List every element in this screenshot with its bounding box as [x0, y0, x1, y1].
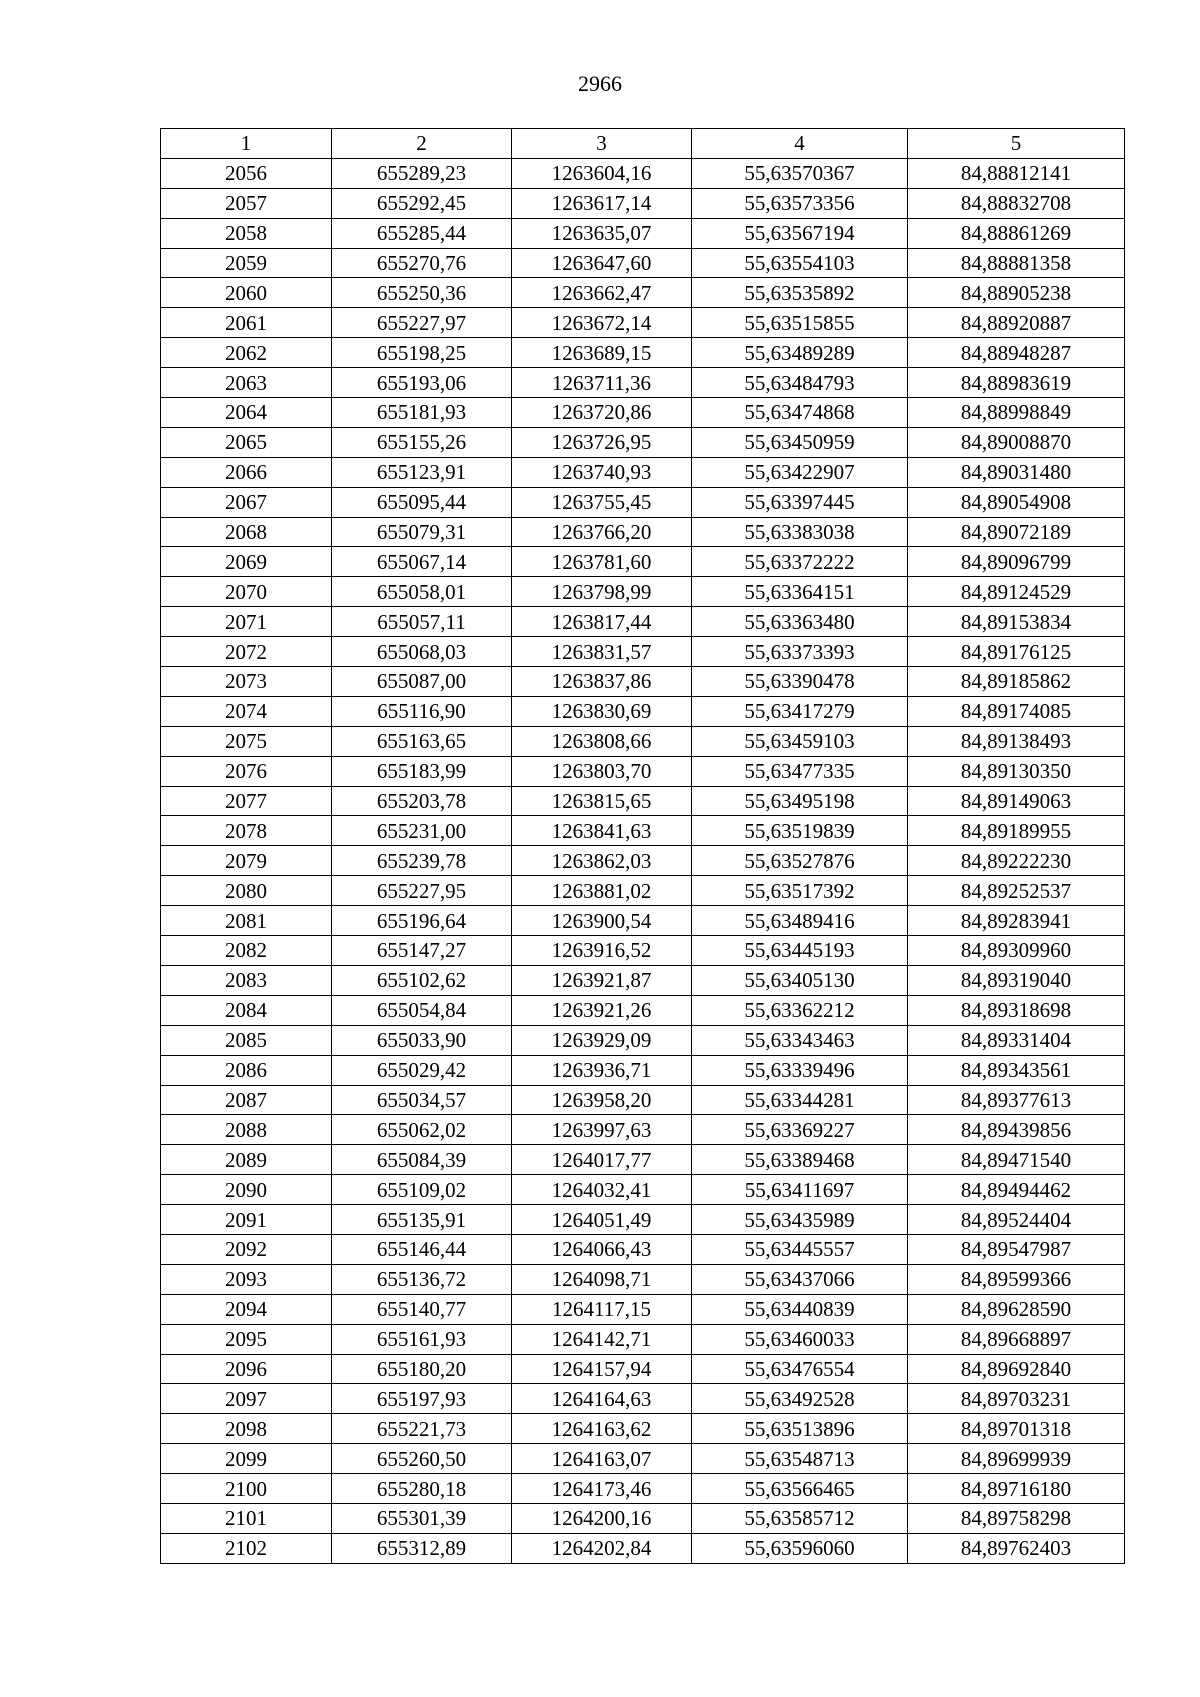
table-row	[161, 1444, 1125, 1474]
table-row	[161, 1025, 1125, 1055]
table-cell-col-3: 1263837,86	[512, 667, 692, 697]
table-cell-col-4: 55,63554103	[692, 248, 908, 278]
column-header-4: 4	[692, 129, 908, 159]
table-cell-col-3: 1263958,20	[512, 1085, 692, 1115]
table-cell-col-4: 55,63495198	[692, 786, 908, 816]
table-cell-col-5: 84,89762403	[908, 1533, 1125, 1563]
table-row	[161, 1354, 1125, 1384]
table-cell-col-1: 2072	[161, 637, 332, 667]
table-cell-col-3: 1264200,16	[512, 1503, 692, 1533]
table-cell-col-4: 55,63566465	[692, 1474, 908, 1504]
table-cell-col-4: 55,63570367	[692, 158, 908, 188]
table-cell-col-3: 1264163,07	[512, 1444, 692, 1474]
table-row	[161, 786, 1125, 816]
table-cell-col-1: 2101	[161, 1503, 332, 1533]
table-cell-col-3: 1263711,36	[512, 368, 692, 398]
table-row	[161, 427, 1125, 457]
table-cell-col-4: 55,63489416	[692, 906, 908, 936]
table-cell-col-1: 2096	[161, 1354, 332, 1384]
table-cell-col-3: 1263881,02	[512, 876, 692, 906]
table-cell-col-2: 655102,62	[332, 965, 512, 995]
table-cell-col-2: 655231,00	[332, 816, 512, 846]
table-cell-col-3: 1264164,63	[512, 1384, 692, 1414]
table-cell-col-5: 84,88905238	[908, 278, 1125, 308]
table-cell-col-2: 655260,50	[332, 1444, 512, 1474]
table-cell-col-1: 2057	[161, 188, 332, 218]
table-cell-col-5: 84,89031480	[908, 457, 1125, 487]
table-row	[161, 1205, 1125, 1235]
table-cell-col-3: 1263755,45	[512, 487, 692, 517]
table-cell-col-2: 655239,78	[332, 846, 512, 876]
table-cell-col-3: 1263936,71	[512, 1055, 692, 1085]
table-body	[161, 158, 1125, 1563]
table-cell-col-3: 1263997,63	[512, 1115, 692, 1145]
table-row	[161, 1115, 1125, 1145]
table-cell-col-2: 655221,73	[332, 1414, 512, 1444]
table-cell-col-1: 2099	[161, 1444, 332, 1474]
table-cell-col-1: 2070	[161, 577, 332, 607]
table-cell-col-2: 655161,93	[332, 1324, 512, 1354]
column-header-3: 3	[512, 129, 692, 159]
table-cell-col-1: 2068	[161, 517, 332, 547]
table-row	[161, 1175, 1125, 1205]
table-cell-col-5: 84,89176125	[908, 637, 1125, 667]
table-cell-col-5: 84,89494462	[908, 1175, 1125, 1205]
table-row	[161, 308, 1125, 338]
table-cell-col-1: 2092	[161, 1234, 332, 1264]
table-cell-col-5: 84,89471540	[908, 1145, 1125, 1175]
table-cell-col-2: 655135,91	[332, 1205, 512, 1235]
table-cell-col-4: 55,63435989	[692, 1205, 908, 1235]
table-cell-col-2: 655029,42	[332, 1055, 512, 1085]
table-cell-col-4: 55,63567194	[692, 218, 908, 248]
table-cell-col-5: 84,89599366	[908, 1264, 1125, 1294]
table-row	[161, 726, 1125, 756]
table-cell-col-5: 84,89174085	[908, 696, 1125, 726]
table-cell-col-4: 55,63364151	[692, 577, 908, 607]
table-cell-col-1: 2058	[161, 218, 332, 248]
table-cell-col-1: 2095	[161, 1324, 332, 1354]
table-cell-col-2: 655227,97	[332, 308, 512, 338]
table-cell-col-3: 1263662,47	[512, 278, 692, 308]
table-row	[161, 338, 1125, 368]
table-cell-col-5: 84,89668897	[908, 1324, 1125, 1354]
table-cell-col-2: 655062,02	[332, 1115, 512, 1145]
table-cell-col-4: 55,63527876	[692, 846, 908, 876]
table-cell-col-2: 655087,00	[332, 667, 512, 697]
table-cell-col-5: 84,89309960	[908, 936, 1125, 966]
table-cell-col-5: 84,89149063	[908, 786, 1125, 816]
table-cell-col-2: 655058,01	[332, 577, 512, 607]
table-cell-col-2: 655034,57	[332, 1085, 512, 1115]
table-cell-col-2: 655197,93	[332, 1384, 512, 1414]
table-cell-col-5: 84,89283941	[908, 906, 1125, 936]
table-cell-col-5: 84,89189955	[908, 816, 1125, 846]
table-cell-col-1: 2078	[161, 816, 332, 846]
table-cell-col-4: 55,63372222	[692, 547, 908, 577]
table-cell-col-3: 1263604,16	[512, 158, 692, 188]
table-cell-col-5: 84,89699939	[908, 1444, 1125, 1474]
table-row	[161, 158, 1125, 188]
table-cell-col-3: 1263617,14	[512, 188, 692, 218]
table-cell-col-2: 655057,11	[332, 607, 512, 637]
table-cell-col-2: 655163,65	[332, 726, 512, 756]
table-cell-col-2: 655280,18	[332, 1474, 512, 1504]
table-cell-col-5: 84,89318698	[908, 995, 1125, 1025]
table-cell-col-4: 55,63389468	[692, 1145, 908, 1175]
table-cell-col-2: 655109,02	[332, 1175, 512, 1205]
table-cell-col-5: 84,89222230	[908, 846, 1125, 876]
table-cell-col-3: 1263831,57	[512, 637, 692, 667]
table-cell-col-1: 2079	[161, 846, 332, 876]
table-cell-col-2: 655067,14	[332, 547, 512, 577]
table-cell-col-4: 55,63417279	[692, 696, 908, 726]
table-cell-col-2: 655095,44	[332, 487, 512, 517]
table-cell-col-4: 55,63474868	[692, 398, 908, 428]
table-cell-col-3: 1264163,62	[512, 1414, 692, 1444]
table-row	[161, 846, 1125, 876]
table-cell-col-4: 55,63476554	[692, 1354, 908, 1384]
table-row	[161, 667, 1125, 697]
table-cell-col-5: 84,89547987	[908, 1234, 1125, 1264]
table-cell-col-4: 55,63422907	[692, 457, 908, 487]
table-row	[161, 368, 1125, 398]
table-cell-col-1: 2066	[161, 457, 332, 487]
table-cell-col-4: 55,63573356	[692, 188, 908, 218]
header-row	[161, 129, 1125, 159]
table-cell-col-3: 1264051,49	[512, 1205, 692, 1235]
table-cell-col-3: 1263726,95	[512, 427, 692, 457]
table-cell-col-4: 55,63477335	[692, 756, 908, 786]
table-cell-col-4: 55,63484793	[692, 368, 908, 398]
table-cell-col-5: 84,89701318	[908, 1414, 1125, 1444]
table-cell-col-2: 655180,20	[332, 1354, 512, 1384]
table-row	[161, 248, 1125, 278]
table-row	[161, 906, 1125, 936]
table-cell-col-1: 2073	[161, 667, 332, 697]
table-row	[161, 696, 1125, 726]
table-cell-col-1: 2060	[161, 278, 332, 308]
table-cell-col-4: 55,63450959	[692, 427, 908, 457]
table-cell-col-5: 84,89096799	[908, 547, 1125, 577]
table-cell-col-3: 1263689,15	[512, 338, 692, 368]
table-cell-col-1: 2071	[161, 607, 332, 637]
table-cell-col-3: 1263817,44	[512, 607, 692, 637]
table-cell-col-4: 55,63362212	[692, 995, 908, 1025]
table-cell-col-2: 655033,90	[332, 1025, 512, 1055]
table-cell-col-1: 2094	[161, 1294, 332, 1324]
table-row	[161, 1085, 1125, 1115]
table-cell-col-5: 84,89153834	[908, 607, 1125, 637]
table-cell-col-5: 84,89252537	[908, 876, 1125, 906]
table-cell-col-3: 1263862,03	[512, 846, 692, 876]
table-cell-col-1: 2084	[161, 995, 332, 1025]
table-row	[161, 816, 1125, 846]
table-row	[161, 1324, 1125, 1354]
table-cell-col-2: 655198,25	[332, 338, 512, 368]
table-cell-col-3: 1263921,26	[512, 995, 692, 1025]
table-cell-col-3: 1263672,14	[512, 308, 692, 338]
table-cell-col-1: 2081	[161, 906, 332, 936]
table-row	[161, 756, 1125, 786]
table-cell-col-2: 655181,93	[332, 398, 512, 428]
table-cell-col-4: 55,63440839	[692, 1294, 908, 1324]
table-cell-col-4: 55,63383038	[692, 517, 908, 547]
table-cell-col-5: 84,89008870	[908, 427, 1125, 457]
table-cell-col-1: 2090	[161, 1175, 332, 1205]
table-cell-col-2: 655292,45	[332, 188, 512, 218]
table-cell-col-2: 655136,72	[332, 1264, 512, 1294]
table-cell-col-4: 55,63411697	[692, 1175, 908, 1205]
table-row	[161, 995, 1125, 1025]
table-cell-col-2: 655084,39	[332, 1145, 512, 1175]
table-cell-col-3: 1264157,94	[512, 1354, 692, 1384]
table-row	[161, 188, 1125, 218]
table-row	[161, 1294, 1125, 1324]
table-cell-col-3: 1264117,15	[512, 1294, 692, 1324]
table-cell-col-3: 1263647,60	[512, 248, 692, 278]
table-row	[161, 1503, 1125, 1533]
table-cell-col-4: 55,63519839	[692, 816, 908, 846]
table-cell-col-3: 1264066,43	[512, 1234, 692, 1264]
table-cell-col-1: 2085	[161, 1025, 332, 1055]
table-cell-col-5: 84,88998849	[908, 398, 1125, 428]
table-cell-col-2: 655054,84	[332, 995, 512, 1025]
table-cell-col-2: 655068,03	[332, 637, 512, 667]
table-cell-col-5: 84,89185862	[908, 667, 1125, 697]
table-cell-col-4: 55,63492528	[692, 1384, 908, 1414]
table-cell-col-2: 655183,99	[332, 756, 512, 786]
table-cell-col-1: 2064	[161, 398, 332, 428]
table-cell-col-5: 84,89331404	[908, 1025, 1125, 1055]
table-row	[161, 278, 1125, 308]
table-cell-col-4: 55,63459103	[692, 726, 908, 756]
table-cell-col-4: 55,63397445	[692, 487, 908, 517]
table-cell-col-1: 2077	[161, 786, 332, 816]
table-cell-col-5: 84,89130350	[908, 756, 1125, 786]
table-cell-col-3: 1264202,84	[512, 1533, 692, 1563]
table-cell-col-2: 655193,06	[332, 368, 512, 398]
table-cell-col-1: 2069	[161, 547, 332, 577]
table-cell-col-5: 84,89716180	[908, 1474, 1125, 1504]
table-cell-col-5: 84,88920887	[908, 308, 1125, 338]
table-cell-col-4: 55,63373393	[692, 637, 908, 667]
table-row	[161, 218, 1125, 248]
table-cell-col-3: 1263929,09	[512, 1025, 692, 1055]
table-cell-col-1: 2086	[161, 1055, 332, 1085]
table-cell-col-4: 55,63517392	[692, 876, 908, 906]
table-cell-col-5: 84,89072189	[908, 517, 1125, 547]
table-row	[161, 1055, 1125, 1085]
table-cell-col-1: 2067	[161, 487, 332, 517]
table-cell-col-1: 2091	[161, 1205, 332, 1235]
table-header	[161, 129, 1125, 159]
table-cell-col-4: 55,63445193	[692, 936, 908, 966]
table-cell-col-2: 655140,77	[332, 1294, 512, 1324]
table-cell-col-5: 84,89524404	[908, 1205, 1125, 1235]
table-row	[161, 876, 1125, 906]
table-cell-col-5: 84,89628590	[908, 1294, 1125, 1324]
table-cell-col-4: 55,63585712	[692, 1503, 908, 1533]
table-cell-col-2: 655285,44	[332, 218, 512, 248]
table-row	[161, 517, 1125, 547]
table-row	[161, 1264, 1125, 1294]
table-cell-col-1: 2093	[161, 1264, 332, 1294]
table-cell-col-2: 655146,44	[332, 1234, 512, 1264]
table-row	[161, 607, 1125, 637]
table-cell-col-4: 55,63437066	[692, 1264, 908, 1294]
table-cell-col-3: 1263830,69	[512, 696, 692, 726]
table-cell-col-2: 655147,27	[332, 936, 512, 966]
table-cell-col-4: 55,63405130	[692, 965, 908, 995]
table-cell-col-5: 84,89758298	[908, 1503, 1125, 1533]
table-cell-col-4: 55,63489289	[692, 338, 908, 368]
table-cell-col-2: 655301,39	[332, 1503, 512, 1533]
table-cell-col-1: 2097	[161, 1384, 332, 1414]
table-cell-col-1: 2065	[161, 427, 332, 457]
table-cell-col-3: 1264098,71	[512, 1264, 692, 1294]
table-cell-col-4: 55,63460033	[692, 1324, 908, 1354]
table-cell-col-1: 2075	[161, 726, 332, 756]
table-cell-col-3: 1263841,63	[512, 816, 692, 846]
table-cell-col-5: 84,88881358	[908, 248, 1125, 278]
table-cell-col-5: 84,89377613	[908, 1085, 1125, 1115]
table-cell-col-5: 84,89138493	[908, 726, 1125, 756]
table-cell-col-2: 655116,90	[332, 696, 512, 726]
table-cell-col-1: 2102	[161, 1533, 332, 1563]
table-cell-col-1: 2056	[161, 158, 332, 188]
table-cell-col-3: 1263766,20	[512, 517, 692, 547]
table-cell-col-3: 1263781,60	[512, 547, 692, 577]
table-cell-col-1: 2098	[161, 1414, 332, 1444]
table-cell-col-4: 55,63369227	[692, 1115, 908, 1145]
table-row	[161, 1234, 1125, 1264]
table-cell-col-2: 655196,64	[332, 906, 512, 936]
table-cell-col-3: 1263900,54	[512, 906, 692, 936]
table-cell-col-2: 655227,95	[332, 876, 512, 906]
table-row	[161, 637, 1125, 667]
table-cell-col-4: 55,63445557	[692, 1234, 908, 1264]
table-cell-col-2: 655155,26	[332, 427, 512, 457]
table-cell-col-1: 2063	[161, 368, 332, 398]
table-cell-col-4: 55,63596060	[692, 1533, 908, 1563]
table-cell-col-3: 1263803,70	[512, 756, 692, 786]
table-cell-col-5: 84,88832708	[908, 188, 1125, 218]
table-cell-col-1: 2059	[161, 248, 332, 278]
table-cell-col-3: 1264017,77	[512, 1145, 692, 1175]
table-cell-col-1: 2083	[161, 965, 332, 995]
table-cell-col-4: 55,63339496	[692, 1055, 908, 1085]
column-header-5: 5	[908, 129, 1125, 159]
table-cell-col-2: 655289,23	[332, 158, 512, 188]
table-row	[161, 547, 1125, 577]
table-cell-col-5: 84,89343561	[908, 1055, 1125, 1085]
table-cell-col-2: 655123,91	[332, 457, 512, 487]
page-number: 2966	[578, 71, 622, 96]
table-cell-col-4: 55,63363480	[692, 607, 908, 637]
table-row	[161, 487, 1125, 517]
table-row	[161, 1533, 1125, 1563]
table-cell-col-2: 655312,89	[332, 1533, 512, 1563]
table-cell-col-5: 84,88983619	[908, 368, 1125, 398]
column-header-2: 2	[332, 129, 512, 159]
table-cell-col-3: 1264173,46	[512, 1474, 692, 1504]
table-cell-col-5: 84,89124529	[908, 577, 1125, 607]
table-row	[161, 965, 1125, 995]
table-cell-col-1: 2074	[161, 696, 332, 726]
table-cell-col-1: 2089	[161, 1145, 332, 1175]
table-row	[161, 457, 1125, 487]
column-header-1: 1	[161, 129, 332, 159]
table-cell-col-3: 1263815,65	[512, 786, 692, 816]
table-row	[161, 1474, 1125, 1504]
table-cell-col-4: 55,63390478	[692, 667, 908, 697]
table-cell-col-3: 1263916,52	[512, 936, 692, 966]
table-row	[161, 577, 1125, 607]
table-row	[161, 398, 1125, 428]
table-cell-col-5: 84,89054908	[908, 487, 1125, 517]
table-cell-col-5: 84,89319040	[908, 965, 1125, 995]
table-cell-col-2: 655270,76	[332, 248, 512, 278]
table-cell-col-1: 2076	[161, 756, 332, 786]
table-row	[161, 1145, 1125, 1175]
table-cell-col-3: 1263740,93	[512, 457, 692, 487]
table-cell-col-1: 2087	[161, 1085, 332, 1115]
table-row	[161, 936, 1125, 966]
table-cell-col-3: 1264032,41	[512, 1175, 692, 1205]
table-cell-col-4: 55,63513896	[692, 1414, 908, 1444]
table-cell-col-5: 84,88861269	[908, 218, 1125, 248]
table-cell-col-2: 655250,36	[332, 278, 512, 308]
table-row	[161, 1414, 1125, 1444]
table-cell-col-4: 55,63343463	[692, 1025, 908, 1055]
table-cell-col-5: 84,89703231	[908, 1384, 1125, 1414]
table-cell-col-3: 1263921,87	[512, 965, 692, 995]
table-cell-col-3: 1263798,99	[512, 577, 692, 607]
table-cell-col-5: 84,89692840	[908, 1354, 1125, 1384]
table-cell-col-1: 2062	[161, 338, 332, 368]
table-cell-col-4: 55,63548713	[692, 1444, 908, 1474]
table-row	[161, 1384, 1125, 1414]
table-cell-col-1: 2082	[161, 936, 332, 966]
table-cell-col-1: 2088	[161, 1115, 332, 1145]
table-cell-col-3: 1263720,86	[512, 398, 692, 428]
table-cell-col-2: 655203,78	[332, 786, 512, 816]
table-cell-col-4: 55,63344281	[692, 1085, 908, 1115]
table-cell-col-1: 2080	[161, 876, 332, 906]
table-cell-col-5: 84,88948287	[908, 338, 1125, 368]
table-cell-col-1: 2100	[161, 1474, 332, 1504]
table-cell-col-4: 55,63535892	[692, 278, 908, 308]
table-cell-col-1: 2061	[161, 308, 332, 338]
coordinates-table	[160, 128, 1125, 1564]
table-cell-col-3: 1264142,71	[512, 1324, 692, 1354]
table-cell-col-5: 84,88812141	[908, 158, 1125, 188]
table-cell-col-3: 1263635,07	[512, 218, 692, 248]
table-cell-col-5: 84,89439856	[908, 1115, 1125, 1145]
table-cell-col-3: 1263808,66	[512, 726, 692, 756]
table-cell-col-4: 55,63515855	[692, 308, 908, 338]
table-cell-col-2: 655079,31	[332, 517, 512, 547]
